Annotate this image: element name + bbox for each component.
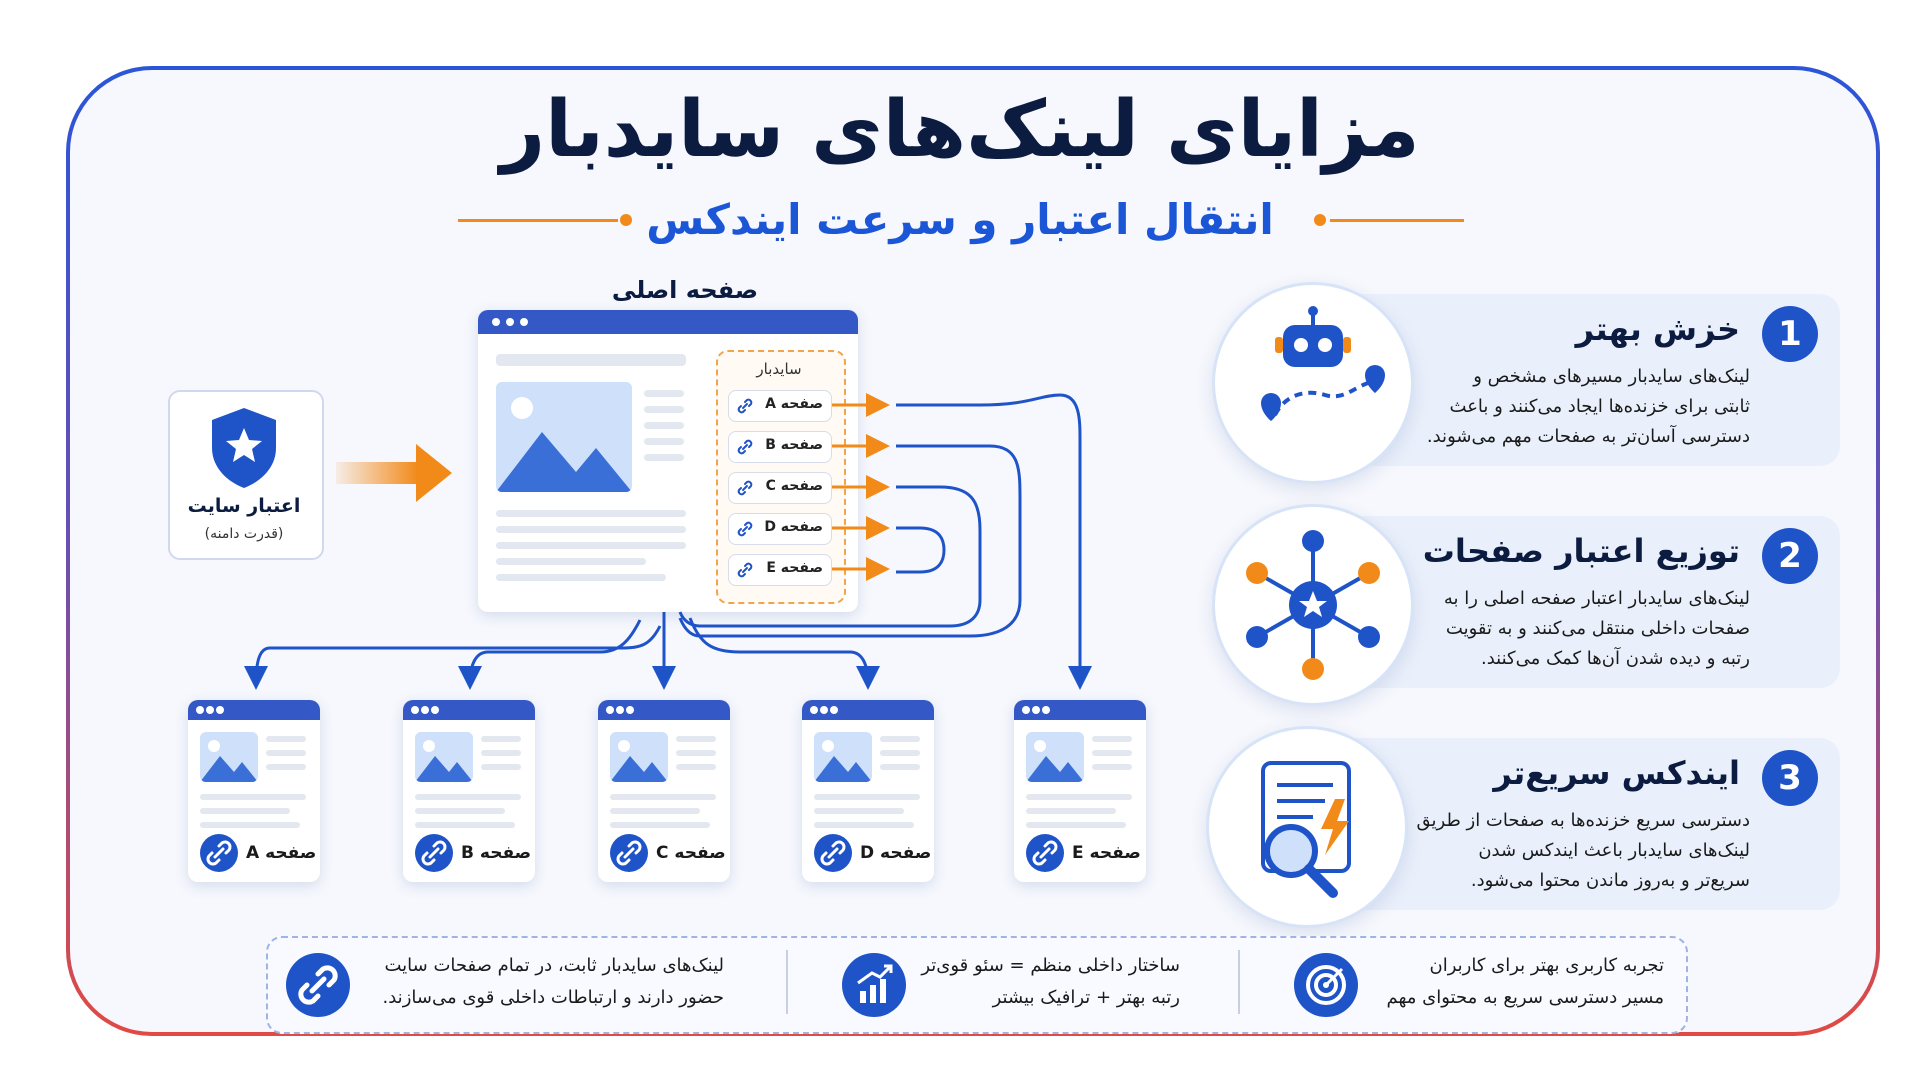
- document-search-icon: [1209, 729, 1405, 925]
- benefit-desc-1: [1380, 362, 1750, 452]
- bottom-text-line: ساختار داخلی منظم = سئو قوی‌تر: [921, 955, 1180, 976]
- sidebar-link-label: صفحه D: [764, 519, 823, 535]
- sidebar-link-label: صفحه C: [765, 478, 823, 494]
- benefit-desc-line: دسترسی سریع خزنده‌ها به صفحات از طریق: [1416, 810, 1750, 831]
- benefit-icon-circle-3: [1206, 726, 1408, 928]
- window-titlebar: [188, 700, 320, 720]
- site-authority-label: اعتبار سایت: [187, 495, 301, 517]
- benefit-desc-2: [1380, 584, 1750, 674]
- page-card-label: صفحه C: [656, 843, 726, 863]
- benefit-desc-3: [1380, 806, 1750, 896]
- page-card-label: صفحه E: [1072, 843, 1141, 863]
- chart-growth-icon: [842, 953, 906, 1017]
- site-authority-sublabel: (قدرت دامنه): [204, 526, 284, 542]
- benefit-title-3: ایندکس سریع‌تر: [1493, 754, 1740, 792]
- window-titlebar: [403, 700, 535, 720]
- page-card-a: [188, 700, 320, 882]
- page-card-c: [598, 700, 730, 882]
- benefit-title-1: خزش بهتر: [1575, 310, 1740, 348]
- sidebar-link-label: صفحه B: [765, 437, 823, 453]
- benefit-number-2: 2: [1762, 528, 1818, 584]
- benefit-desc-line: ثابتی برای خزنده‌ها ایجاد می‌کنند و باعث: [1449, 396, 1750, 417]
- bottom-text-line: لینک‌های سایدبار ثابت، در تمام صفحات سایت: [384, 955, 724, 976]
- window-titlebar: [802, 700, 934, 720]
- benefit-desc-line: سریع‌تر و به‌روز ماندن محتوا می‌شود.: [1470, 870, 1750, 891]
- link-icon: [1026, 834, 1064, 872]
- bottom-text-line: رتبه بهتر + ترافیک بیشتر: [992, 987, 1180, 1008]
- target-icon: [1294, 953, 1358, 1017]
- divider: [1238, 950, 1240, 1014]
- link-icon: [814, 834, 852, 872]
- page-card-label: صفحه D: [860, 843, 932, 863]
- benefit-number-1: 1: [1762, 306, 1818, 362]
- link-icon: [200, 834, 238, 872]
- image-placeholder: [1026, 732, 1084, 782]
- sidebar-title: سایدبار: [756, 360, 802, 378]
- image-placeholder: [610, 732, 668, 782]
- benefit-title-2: توزیع اعتبار صفحات: [1422, 532, 1740, 570]
- window-titlebar: [598, 700, 730, 720]
- link-icon: [610, 834, 648, 872]
- image-placeholder: [415, 732, 473, 782]
- image-placeholder: [814, 732, 872, 782]
- benefit-number-3: 3: [1762, 750, 1818, 806]
- page-card-d: [802, 700, 934, 882]
- bottom-text-line: مسیر دسترسی سریع به محتوای مهم: [1386, 987, 1664, 1008]
- benefit-desc-line: لینک‌های سایدبار اعتبار صفحه اصلی را به: [1443, 588, 1750, 609]
- image-placeholder: [200, 732, 258, 782]
- window-titlebar: [1014, 700, 1146, 720]
- sidebar-link-label: صفحه A: [765, 396, 823, 412]
- link-icon: [286, 953, 350, 1017]
- benefit-desc-line: لینک‌های سایدبار باعث ایندکس شدن: [1478, 840, 1750, 861]
- main-page-label: صفحه اصلی: [611, 276, 759, 304]
- bottom-item-2-text: [920, 950, 1180, 1014]
- benefit-desc-line: لینک‌های سایدبار مسیرهای مشخص و: [1473, 366, 1750, 387]
- bottom-item-1-text: [364, 950, 724, 1014]
- link-icon: [415, 834, 453, 872]
- page-title: مزایای لینک‌های سایدبار: [500, 85, 1420, 175]
- benefit-desc-line: رتبه و دیده شدن آن‌ها کمک می‌کنند.: [1481, 648, 1750, 669]
- benefit-desc-line: صفحات داخلی منتقل می‌کنند و به تقویت: [1445, 618, 1750, 639]
- bottom-item-3-text: [1372, 950, 1664, 1014]
- sidebar-link-label: صفحه E: [766, 560, 823, 576]
- bottom-text-line: حضور دارند و ارتباطات داخلی قوی می‌سازند.: [382, 987, 724, 1008]
- page-card-b: [403, 700, 535, 882]
- bottom-text-line: تجربه کاربری بهتر برای کاربران: [1429, 955, 1664, 976]
- divider: [786, 950, 788, 1014]
- page-card-label: صفحه A: [246, 843, 317, 863]
- page-card-e: [1014, 700, 1146, 882]
- subtitle: انتقال اعتبار و سرعت ایندکس: [646, 195, 1274, 244]
- page-card-label: صفحه B: [461, 843, 532, 863]
- benefit-desc-line: دسترسی آسان‌تر به صفحات مهم می‌شوند.: [1426, 426, 1750, 447]
